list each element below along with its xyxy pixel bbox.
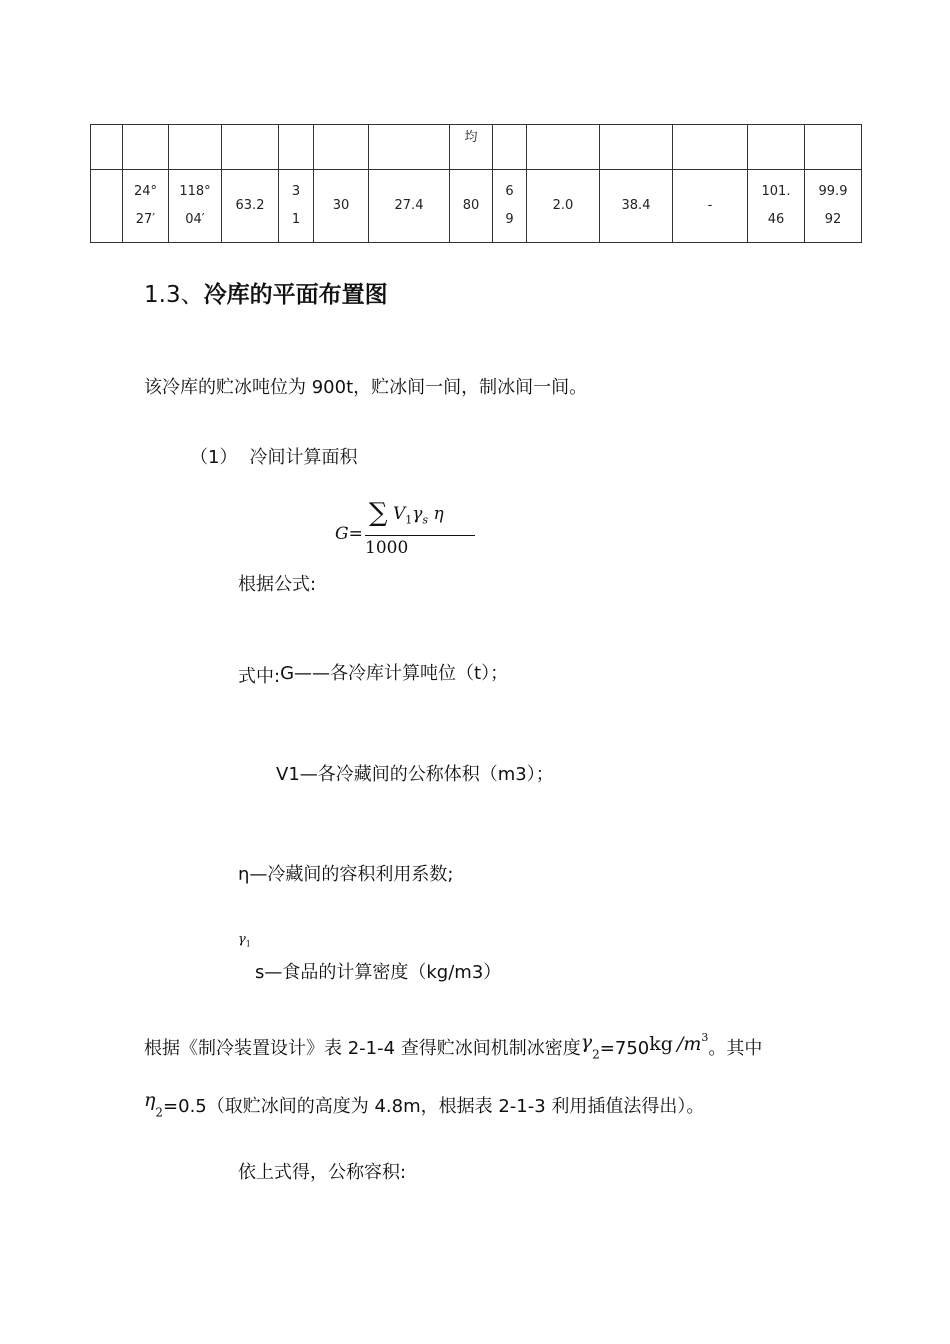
table-cell bbox=[314, 125, 369, 170]
eta2-text: =0.5（取贮冰间的高度为 4.8m，根据表 2-1-3 利用插值法得出）。 bbox=[163, 1096, 705, 1117]
table-cell bbox=[450, 170, 493, 243]
cell-text: 118° 04′ bbox=[179, 184, 211, 227]
gamma-symbol bbox=[238, 932, 251, 949]
table-cell bbox=[600, 125, 673, 170]
numer-gamma-sub: s bbox=[422, 513, 429, 527]
data-table bbox=[90, 124, 862, 243]
table-cell bbox=[600, 170, 673, 243]
cell-text: 27.4 bbox=[394, 198, 424, 213]
eta2-symbol: η bbox=[144, 1089, 156, 1111]
heading-title: 冷库的平面布置图 bbox=[203, 282, 388, 308]
formula-lhs: G= bbox=[335, 524, 363, 544]
table-cell bbox=[123, 170, 169, 243]
cell-text: 3 1 bbox=[291, 184, 301, 227]
intro-paragraph: 该冷库的贮冰吨位为 900t，贮冰间一间，制冰间一间。 bbox=[144, 377, 588, 398]
formula-numerator bbox=[369, 498, 444, 528]
subsection-label: （1） bbox=[190, 447, 238, 468]
table-row bbox=[91, 170, 862, 243]
table-cell bbox=[369, 125, 450, 170]
table-cell bbox=[123, 125, 169, 170]
gamma2-sub: 2 bbox=[592, 1047, 600, 1062]
numer-eta: η bbox=[433, 504, 444, 524]
definition-s: s—食品的计算密度（kg/m3） bbox=[255, 962, 502, 983]
table-row bbox=[91, 125, 862, 170]
density-text-end: 。其中 bbox=[708, 1038, 763, 1059]
table-cell bbox=[279, 170, 314, 243]
table-cell bbox=[493, 125, 527, 170]
definition-prefix: 式中: bbox=[238, 666, 281, 687]
cell-text: 38.4 bbox=[621, 198, 651, 213]
cell-text: 101. 46 bbox=[761, 184, 791, 227]
density-value: =750 bbox=[599, 1038, 650, 1059]
numer-v-sub: 1 bbox=[405, 513, 413, 527]
cell-text: 30 bbox=[332, 198, 350, 213]
cell-text: 99.9 92 bbox=[818, 184, 848, 227]
definition-g bbox=[238, 662, 508, 688]
table-cell bbox=[805, 170, 862, 243]
cell-text: 63.2 bbox=[235, 198, 265, 213]
definition-eta: η—冷藏间的容积利用系数; bbox=[238, 864, 454, 885]
section-heading bbox=[144, 276, 388, 309]
according-formula-text: 根据公式: bbox=[238, 574, 317, 595]
table-cell bbox=[169, 125, 222, 170]
table-cell bbox=[527, 125, 600, 170]
gamma2-symbol: γ bbox=[580, 1031, 593, 1053]
table-cell bbox=[369, 170, 450, 243]
density-paragraph-line1 bbox=[144, 1031, 763, 1062]
table-cell bbox=[673, 170, 748, 243]
table-cell bbox=[527, 170, 600, 243]
unit-kg: kg bbox=[649, 1033, 673, 1055]
fraction-bar bbox=[365, 535, 475, 536]
cell-text: - bbox=[707, 198, 713, 213]
table-cell bbox=[91, 125, 123, 170]
formula-denominator: 1000 bbox=[365, 538, 409, 558]
table-cell bbox=[91, 170, 123, 243]
definition-v1: V1—各冷藏间的公称体积（m3）； bbox=[276, 764, 554, 785]
cell-text: 24° 27′ bbox=[133, 184, 158, 227]
cell-text: 6 9 bbox=[505, 184, 514, 227]
table-cell bbox=[748, 125, 805, 170]
unit-exponent: 3 bbox=[701, 1031, 709, 1044]
table-cell bbox=[450, 125, 493, 170]
table-cell bbox=[169, 170, 222, 243]
table-cell bbox=[493, 170, 527, 243]
definition-g-text: G——各冷库计算吨位（t）； bbox=[280, 663, 509, 684]
table-cell bbox=[222, 170, 279, 243]
conclusion-text: 依上式得，公称容积: bbox=[238, 1162, 407, 1183]
gamma-symbol-char: γ bbox=[238, 932, 246, 947]
cell-text: 80 bbox=[462, 198, 480, 213]
density-paragraph-line2 bbox=[144, 1089, 705, 1120]
numer-gamma: γ bbox=[412, 504, 423, 524]
gamma-symbol-sub: 1 bbox=[245, 939, 251, 949]
eta2-sub: 2 bbox=[155, 1105, 164, 1120]
table-cell bbox=[222, 125, 279, 170]
cell-text: 均 bbox=[464, 130, 478, 145]
table-cell bbox=[314, 170, 369, 243]
heading-number: 1.3、 bbox=[144, 282, 204, 308]
subsection-title: 冷间计算面积 bbox=[249, 447, 358, 468]
numer-v: V bbox=[392, 504, 406, 524]
cell-text: 2.0 bbox=[552, 198, 574, 213]
table-cell bbox=[748, 170, 805, 243]
sigma-symbol: ∑ bbox=[369, 498, 388, 528]
table-cell bbox=[279, 125, 314, 170]
unit-per-m: /m bbox=[676, 1033, 702, 1055]
table-cell bbox=[805, 125, 862, 170]
subsection-line bbox=[190, 443, 357, 469]
table-cell bbox=[673, 125, 748, 170]
density-text: 根据《制冷装置设计》表 2-1-4 查得贮冰间机制冰密度 bbox=[144, 1038, 581, 1059]
